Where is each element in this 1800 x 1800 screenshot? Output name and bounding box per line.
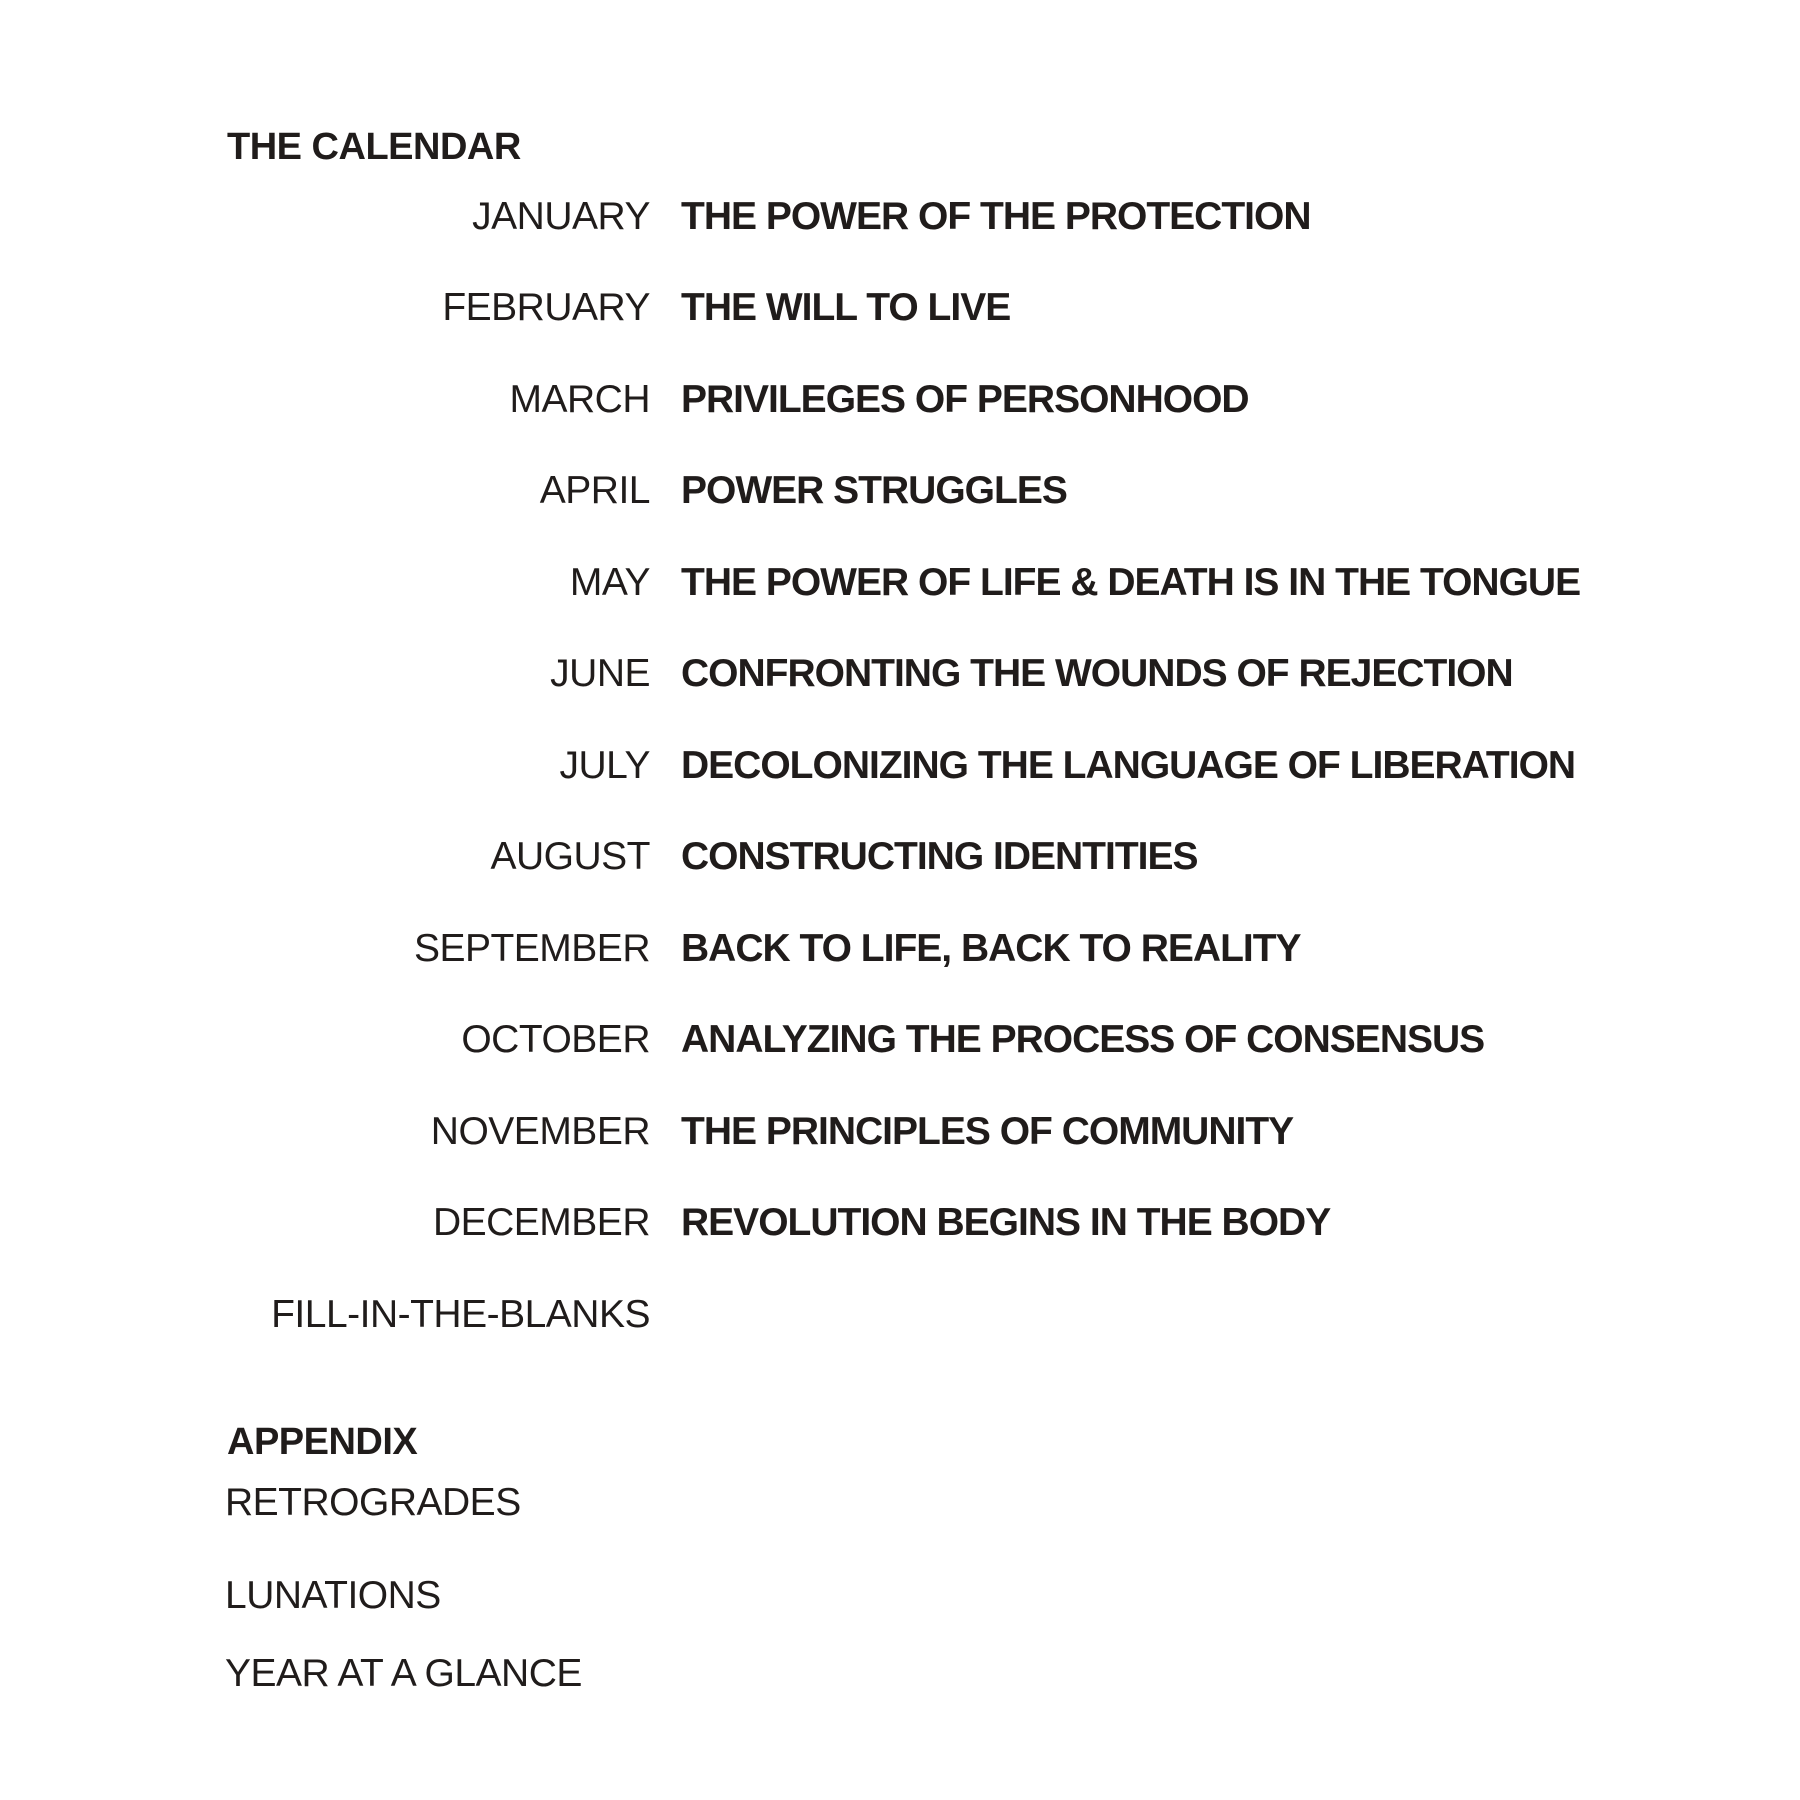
- toc-chapter-title: THE POWER OF LIFE & DEATH IS IN THE TONGUE: [681, 560, 1581, 604]
- toc-chapter-title: DECOLONIZING THE LANGUAGE OF LIBERATION: [681, 743, 1576, 787]
- toc-chapter-title: THE PRINCIPLES OF COMMUNITY: [681, 1109, 1294, 1153]
- toc-row: [0, 720, 1800, 812]
- appendix-item-retrogrades: RETROGRADES: [225, 1481, 521, 1524]
- toc-month-label: JULY: [559, 743, 650, 787]
- appendix-section-heading: APPENDIX: [227, 1420, 418, 1463]
- toc-month-label: JUNE: [550, 652, 650, 696]
- toc-month-label: MARCH: [509, 377, 650, 421]
- toc-chapter-title: BACK TO LIFE, BACK TO REALITY: [681, 926, 1301, 970]
- toc-row: [0, 629, 1800, 721]
- toc-month-label: JANUARY: [472, 194, 650, 238]
- toc-row: [0, 1178, 1800, 1270]
- toc-chapter-title: CONFRONTING THE WOUNDS OF REJECTION: [681, 652, 1513, 696]
- toc-row: [0, 812, 1800, 904]
- toc-month-label: MAY: [569, 560, 650, 604]
- calendar-toc-list: [0, 171, 1800, 1361]
- toc-chapter-title: THE WILL TO LIVE: [681, 286, 1011, 330]
- appendix-item-lunations: LUNATIONS: [225, 1574, 441, 1617]
- toc-month-label: APRIL: [539, 469, 650, 513]
- toc-chapter-title: CONSTRUCTING IDENTITIES: [681, 835, 1198, 879]
- toc-month-label: FEBRUARY: [442, 286, 650, 330]
- toc-month-label: NOVEMBER: [430, 1109, 650, 1153]
- appendix-item-year-at-a-glance: YEAR AT A GLANCE: [225, 1652, 582, 1695]
- toc-row: [0, 446, 1800, 538]
- toc-row: [0, 263, 1800, 355]
- toc-row: [0, 1086, 1800, 1178]
- toc-row: [0, 995, 1800, 1087]
- toc-chapter-title: PRIVILEGES OF PERSONHOOD: [681, 377, 1249, 421]
- toc-chapter-title: REVOLUTION BEGINS IN THE BODY: [681, 1201, 1331, 1245]
- toc-row: [0, 903, 1800, 995]
- toc-month-label: OCTOBER: [461, 1018, 650, 1062]
- toc-row: [0, 354, 1800, 446]
- toc-month-label: AUGUST: [490, 835, 650, 879]
- toc-month-label: SEPTEMBER: [413, 926, 650, 970]
- toc-chapter-title: ANALYZING THE PROCESS OF CONSENSUS: [681, 1018, 1485, 1062]
- fill-in-the-blanks-label: FILL-IN-THE-BLANKS: [271, 1292, 650, 1336]
- toc-chapter-title: POWER STRUGGLES: [681, 469, 1067, 513]
- toc-row: [0, 537, 1800, 629]
- calendar-section-heading: THE CALENDAR: [227, 126, 521, 169]
- toc-row-fill-in-the-blanks: [0, 1269, 1800, 1361]
- toc-chapter-title: THE POWER OF THE PROTECTION: [681, 194, 1311, 238]
- toc-row: [0, 171, 1800, 263]
- toc-month-label: DECEMBER: [432, 1201, 650, 1245]
